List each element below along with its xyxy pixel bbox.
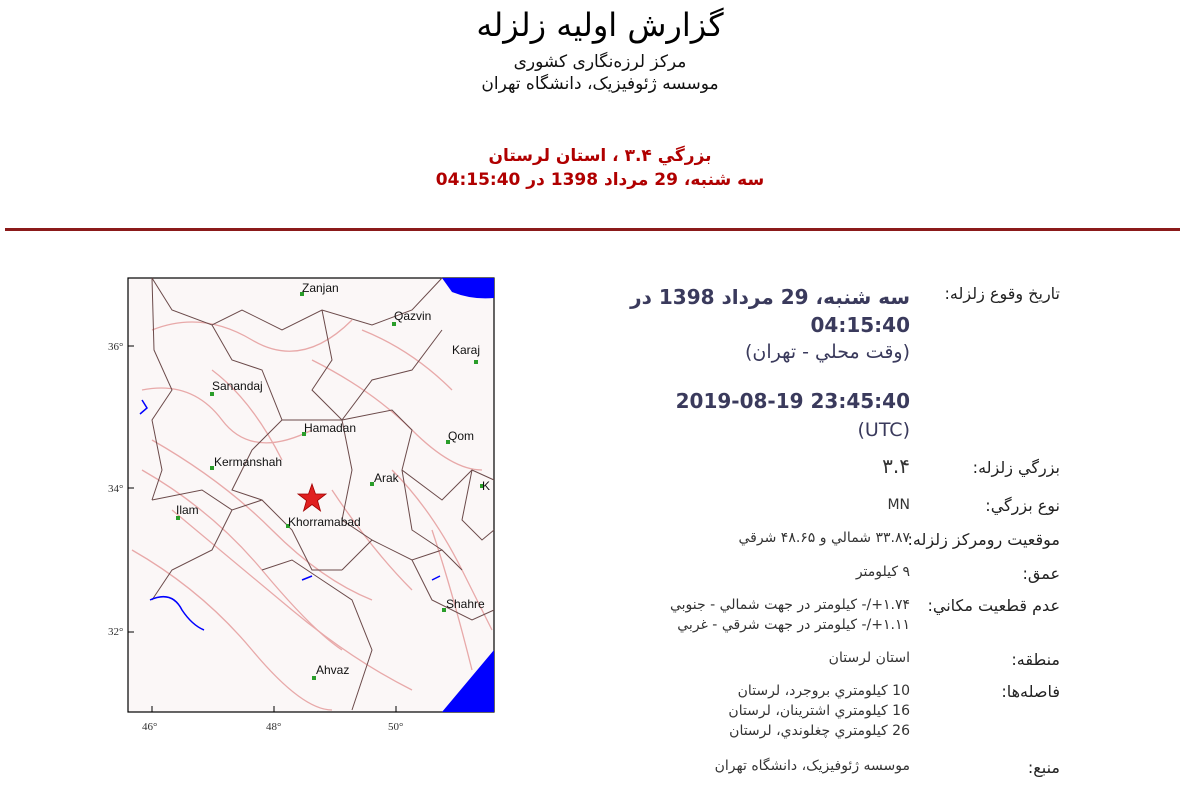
region-value: استان لرستان (828, 650, 910, 666)
time-utc (430, 386, 910, 416)
city-qom: Qom (448, 429, 475, 443)
distance-item: 10 کيلومتري بروجرد، لرستان (737, 683, 910, 699)
lon-tick-46: 46° (142, 721, 158, 733)
depth-value: ۹ کيلومتر (855, 564, 910, 580)
lat-tick-32: 32° (108, 626, 124, 638)
city-ilam: Ilam (176, 503, 199, 517)
city-arak: Arak (374, 471, 399, 485)
city-hamadan: Hamadan (304, 421, 357, 435)
source-label: منبع: (1027, 758, 1060, 777)
time-utc-note-value: (UTC) (857, 419, 910, 441)
magnitude-headline: بزرگي ۳.۴ ، استان لرستان (488, 146, 712, 166)
subtitle-institute: موسسه ژئوفیزیک، دانشگاه تهران (481, 74, 719, 94)
lon-tick-50: 50° (388, 721, 404, 733)
time-local-line2: 04:15:40 (810, 313, 910, 337)
source-value: موسسه ژئوفيزيک، دانشگاه تهران (714, 758, 910, 774)
page-title: گزارش اولیه زلزله (476, 6, 724, 44)
time-label: تاريخ وقوع زلزله: (944, 284, 1060, 303)
subtitle-center: مرکز لرزه‌نگاری کشوری (513, 52, 687, 72)
distance-item: 16 کيلومتري اشترينان، لرستان (728, 703, 910, 719)
time-local-note: (وقت محلي - تهران) (744, 341, 910, 363)
uncertainty-ew: ۱.۱۱+/- کيلومتر در جهت شرقي - غربي (677, 617, 910, 633)
city-ahvaz: Ahvaz (316, 663, 350, 677)
city-kermanshah: Kermanshah (214, 455, 283, 469)
time-utc-value: 2019-08-19 23:45:40 (675, 389, 910, 413)
date-headline: سه شنبه، 29 مرداد 1398 در 04:15:40 (435, 170, 765, 190)
mag-type-label: نوع بزرگي: (985, 496, 1060, 515)
header-divider (5, 228, 1180, 231)
city-k: K (482, 479, 491, 493)
location-value: ۳۳.۸۷ شمالي و ۴۸.۶۵ شرقي (738, 530, 910, 546)
lon-tick-48: 48° (266, 721, 282, 733)
distances-label: فاصله‌ها: (1001, 682, 1060, 701)
city-khorramabad: Khorramabad (288, 515, 361, 529)
lat-tick-34: 34° (108, 483, 124, 495)
magnitude-label: بزرگي زلزله: (972, 458, 1060, 477)
time-local-line1: سه شنبه، 29 مرداد 1398 در (630, 285, 910, 309)
lat-tick-36: 36° (108, 341, 124, 353)
city-shahre: Shahre (446, 597, 485, 611)
time-utc-note (430, 416, 910, 444)
depth-label: عمق: (1022, 564, 1060, 583)
city-karaj: Karaj (452, 343, 481, 357)
city-zanjan: Zanjan (302, 281, 339, 295)
city-sanandaj: Sanandaj (212, 379, 263, 393)
mag-type-value: MN (887, 497, 910, 513)
city-qazvin: Qazvin (394, 309, 432, 323)
uncertainty-ns: ۱.۷۴+/- کيلومتر در جهت شمالي - جنوبي (669, 597, 910, 613)
location-label: موقعيت رومرکز زلزله: (907, 530, 1060, 549)
uncertainty-label: عدم قطعيت مکاني: (927, 596, 1060, 615)
distance-item: 26 کيلومتري چغلوندي، لرستان (729, 723, 910, 739)
magnitude-value: ۳.۴ (882, 454, 910, 478)
region-label: منطقه: (1011, 650, 1060, 669)
